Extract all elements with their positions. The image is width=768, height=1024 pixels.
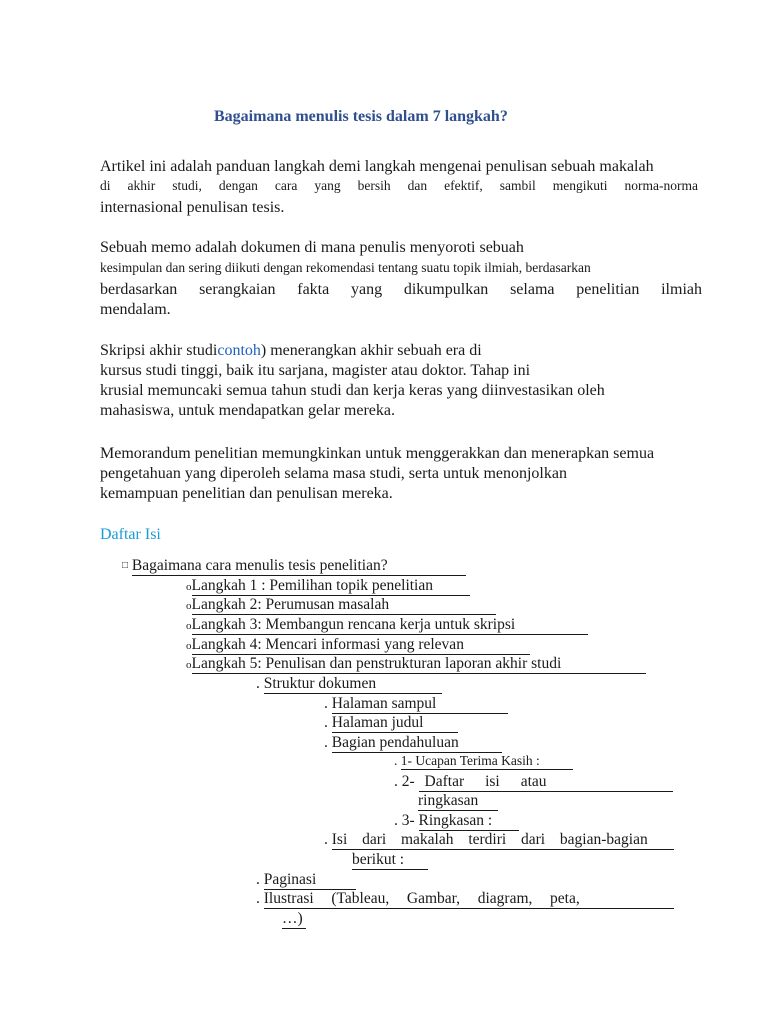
toc-item-label: berikut : [352, 851, 405, 868]
dot-bullet: . [324, 831, 328, 848]
toc-step-4[interactable] [186, 636, 530, 655]
toc-item-label: Halaman judul [331, 714, 424, 731]
toc-item-label: Langkah 1 : Pemilihan topik penelitian [191, 577, 433, 594]
dot-bullet: . [324, 734, 328, 751]
toc-item-label: Langkah 3: Membangun rencana kerja untuk skripsi [191, 616, 516, 633]
dot-bullet: . [256, 675, 260, 692]
example-link[interactable]: contoh [217, 342, 261, 359]
word: studi, [172, 178, 202, 193]
word: terdiri [468, 831, 507, 848]
toc-halaman-sampul[interactable] [324, 695, 508, 714]
skripsi-line-4: mahasiswa, untuk mendapatkan gelar mereka. [100, 402, 395, 419]
toc-step-3[interactable] [186, 616, 588, 635]
skripsi-line-3: krusial memuncaki semua tahun studi dan kerja keras yang diinvestasikan oleh [100, 382, 605, 399]
toc-item-main[interactable] [122, 557, 466, 576]
toc-struktur[interactable] [256, 675, 442, 694]
word: sambil [499, 178, 536, 193]
word: dikumpulkan [403, 281, 489, 298]
word: (Tableau, [331, 890, 390, 907]
dot-bullet: . [394, 812, 398, 829]
circle-bullet-icon: o [186, 659, 192, 671]
dot-bullet: . [256, 871, 260, 888]
toc-item-label: Langkah 4: Mencari informasi yang relevan [191, 636, 464, 653]
toc-item-label: ringkasan [418, 792, 479, 809]
toc-step-2[interactable] [186, 596, 496, 615]
memorandum-line-3: kemampuan penelitian dan penulisan mereka. [100, 485, 393, 502]
word: peta, [550, 890, 580, 907]
intro-line-2 [100, 178, 698, 194]
toc-ilustrasi-cont[interactable] [282, 910, 306, 929]
toc-ilustrasi[interactable] [256, 890, 674, 909]
word: makalah [400, 831, 454, 848]
memorandum-line-1: Memorandum penelitian memungkinkan untuk menggerakkan dan menerapkan semua [100, 445, 655, 462]
word: bagian-bagian [559, 831, 648, 848]
toc-item-label: Halaman sampul [331, 695, 437, 712]
word: yang [350, 281, 383, 298]
toc-step-1[interactable] [186, 577, 470, 596]
word: di [100, 178, 111, 193]
toc-item-label: Ringkasan : [418, 812, 493, 829]
word: bersih [357, 178, 391, 193]
word: serangkaian [199, 281, 276, 298]
toc-ucapan[interactable] [394, 753, 573, 770]
word: Ilustrasi [263, 890, 314, 907]
word: mengikuti [552, 178, 608, 193]
word: norma-norma [624, 178, 698, 193]
word: akhir [127, 178, 156, 193]
word: atau [520, 773, 547, 790]
word: Isi [331, 831, 348, 848]
toc-item-label: Langkah 2: Perumusan masalah [191, 596, 390, 613]
word: Gambar, [406, 890, 461, 907]
word: dari [521, 831, 546, 848]
memo-line-1: Sebuah memo adalah dokumen di mana penulis menyoroti sebuah [100, 239, 524, 256]
toc-item-label: Bagaimana cara menulis tesis penelitian? [131, 557, 388, 574]
toc-item-label: Paginasi [263, 871, 317, 888]
dot-bullet: . [394, 753, 398, 768]
dot-bullet: . [324, 695, 328, 712]
memo-line-3 [100, 280, 702, 300]
toc-item-number: 3- [401, 812, 415, 829]
memorandum-line-2: pengetahuan yang diperoleh selama masa studi, serta untuk menonjolkan [100, 465, 567, 482]
toc-halaman-judul[interactable] [324, 714, 458, 733]
toc-bagian-pendahuluan[interactable] [324, 734, 502, 753]
intro-line-1: Artikel ini adalah panduan langkah demi langkah mengenai penulisan sebuah makalah [100, 158, 654, 175]
dot-bullet: . [256, 890, 260, 907]
word: berdasarkan [100, 281, 178, 298]
text: ) menerangkan akhir sebuah era di [260, 342, 482, 359]
memo-line-4: mendalam. [100, 301, 171, 318]
toc-item-number: 2- [401, 773, 415, 790]
circle-bullet-icon: o [186, 581, 192, 593]
toc-item-label: Bagian pendahuluan [331, 734, 459, 751]
circle-bullet-icon: o [186, 600, 192, 612]
dot-bullet: . [394, 773, 398, 790]
word: Daftar [424, 773, 465, 790]
word: efektif, [444, 178, 483, 193]
toc-isi-makalah[interactable] [324, 831, 674, 850]
toc-heading: Daftar Isi [100, 526, 161, 543]
toc-daftar-isi[interactable] [394, 773, 673, 792]
toc-item-label: Langkah 5: Penulisan dan penstrukturan laporan akhir studi [191, 655, 562, 672]
skripsi-line-1 [100, 341, 482, 361]
word: selama [510, 281, 555, 298]
word: cara [274, 178, 298, 193]
word: dengan [218, 178, 258, 193]
dot-bullet: . [324, 714, 328, 731]
page-title: Bagaimana menulis tesis dalam 7 langkah? [214, 108, 508, 125]
circle-bullet-icon: o [186, 620, 192, 632]
toc-item-label: …) [282, 910, 303, 927]
word: isi [485, 773, 500, 790]
word: dan [407, 178, 428, 193]
toc-isi-makalah-cont[interactable] [352, 851, 428, 870]
toc-daftar-isi-cont[interactable] [418, 792, 498, 811]
toc-ringkasan[interactable] [394, 812, 519, 831]
word: diagram, [477, 890, 533, 907]
circle-bullet-icon: o [186, 640, 192, 652]
toc-item-label: 1- Ucapan Terima Kasih : [400, 753, 540, 768]
toc-item-label: Struktur dokumen [263, 675, 377, 692]
word: dari [362, 831, 387, 848]
word: yang [314, 178, 341, 193]
word: fakta [297, 281, 330, 298]
word: ilmiah [661, 281, 702, 298]
bullet-box-icon: □ [122, 560, 129, 571]
memo-line-2: kesimpulan dan sering diikuti dengan rekomendasi tentang suatu topik ilmiah, berdasarkan [100, 260, 591, 275]
toc-paginasi[interactable] [256, 871, 356, 890]
text: Skripsi akhir studi [100, 342, 218, 359]
skripsi-line-2: kursus studi tinggi, baik itu sarjana, magister atau doktor. Tahap ini [100, 362, 531, 379]
intro-line-3: internasional penulisan tesis. [100, 199, 285, 216]
word: penelitian [576, 281, 640, 298]
toc-step-5[interactable] [186, 655, 646, 674]
